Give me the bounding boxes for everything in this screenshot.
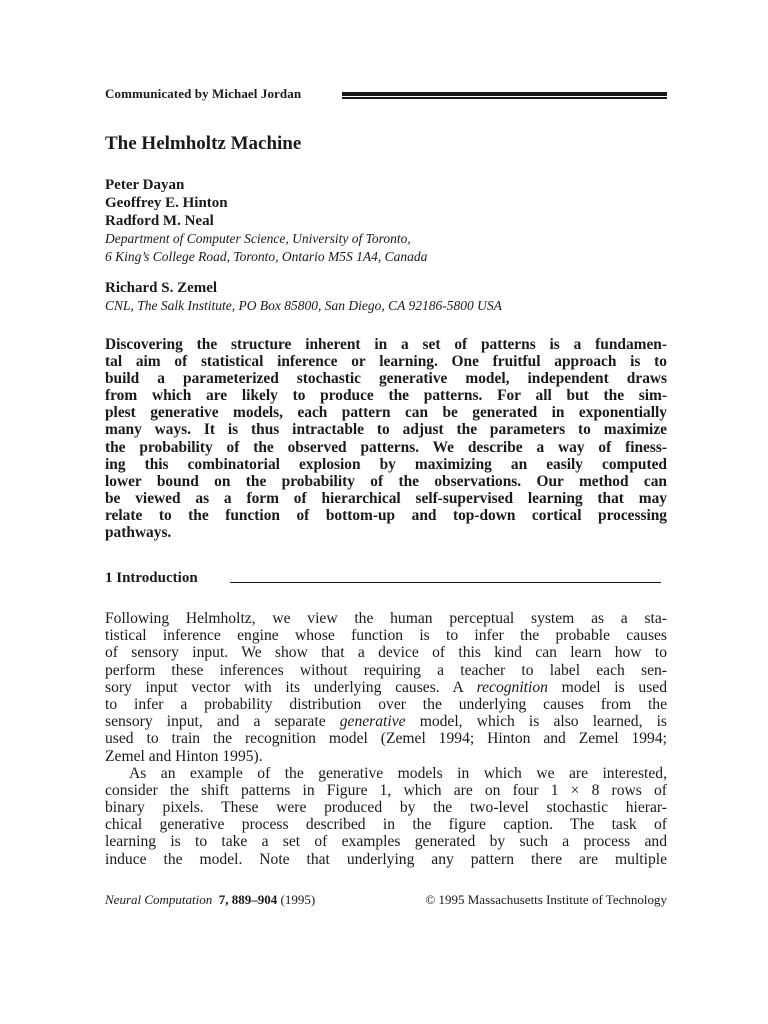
section-rule [230,582,661,583]
author-name: Geoffrey E. Hinton [105,195,228,211]
body-text-run: model, which is also learned, is [405,713,668,731]
abstract-line: from which are likely to produce the patterns. For all but the sim- [105,387,667,405]
communicated-header [105,86,667,106]
author-name: Richard S. Zemel [105,280,218,296]
abstract-line: ing this combinatorial explosion by maximizing an easily computed [105,455,667,473]
abstract-line: plest generative models, each pattern can be generated in exponentially [105,404,667,422]
body-line [105,679,667,696]
body-line: perform these inferences without requiring a teacher to label each sen- [105,661,667,679]
author-affiliation: CNL, The Salk Institute, PO Box 85800, San Diego, CA 92186-5800 USA [105,298,502,313]
abstract-line: pathways. [105,524,172,542]
body-line: Following Helmholtz, we view the human perceptual system as a sta- [105,610,667,627]
communicated-by: Communicated by Michael Jordan [105,86,302,101]
body-line: used to train the recognition model (Zemel 1994; Hinton and Zemel 1994; [105,730,667,748]
body-line: consider the shift patterns in Figure 1, which are on four 1 × 8 rows of [105,781,667,799]
header-rule [342,92,667,99]
body-line: induce the model. Note that underlying any pattern there are multiple [105,850,667,868]
author-affiliation: Department of Computer Science, University of Toronto, [105,231,411,246]
abstract-line: the probability of the observed patterns. We describe a way of finess- [105,438,667,456]
body-line: of sensory input. We show that a device of this kind can learn how to [105,644,667,662]
journal-name: Neural Computation [105,892,213,907]
abstract-line: tal aim of statistical inference or learning. One fruitful approach is to [105,353,667,371]
body-line: to infer a probability distribution over the underlying causes from the [105,695,667,713]
paper-title: The Helmholtz Machine [105,133,302,154]
body-line [105,713,667,730]
section-heading [105,570,667,590]
author-block [105,176,427,266]
page-footer [105,892,667,908]
author-name: Peter Dayan [105,177,185,193]
journal-year: (1995) [280,892,316,907]
abstract-line: lower bound on the probability of the observations. Our method can [105,472,667,490]
body-text-run: sensory input, and a separate [105,713,340,731]
body-line: chical generative process described in the figure caption. The task of [105,816,667,834]
body-line: As an example of the generative models in which we are interested, [129,764,667,782]
author-block-2 [105,279,502,315]
abstract-line: many ways. It is thus intractable to adjust the parameters to maximize [105,421,667,439]
body-line: Zemel and Hinton 1995). [105,747,263,765]
emphasized-term: generative [339,713,406,731]
section-title: 1 Introduction [105,570,204,587]
abstract-line: be viewed as a form of hierarchical self-supervised learning that may [105,489,667,507]
journal-volume: 7, 889–904 [218,892,278,907]
abstract [105,336,667,541]
body-line: binary pixels. These were produced by the two-level stochastic hierar- [105,799,667,817]
body-text-run: sory input vector with its underlying causes. A [105,678,477,696]
body-text [105,610,667,868]
body-line: learning is to take a set of examples generated by such a process and [105,833,667,851]
copyright-notice: © 1995 Massachusetts Institute of Technology [425,892,667,907]
body-text-run: model is used [547,678,667,696]
author-name: Radford M. Neal [105,213,214,229]
abstract-line: build a parameterized stochastic generative model, independent draws [105,370,667,388]
body-line: tistical inference engine whose function is to infer the probable causes [105,627,667,645]
author-affiliation: 6 King’s College Road, Toronto, Ontario M5S 1A4, Canada [105,249,428,264]
abstract-line: Discovering the structure inherent in a set of patterns is a fundamen- [105,336,667,353]
abstract-line: relate to the function of bottom-up and top-down cortical processing [105,506,667,524]
emphasized-term: recognition [476,678,548,696]
